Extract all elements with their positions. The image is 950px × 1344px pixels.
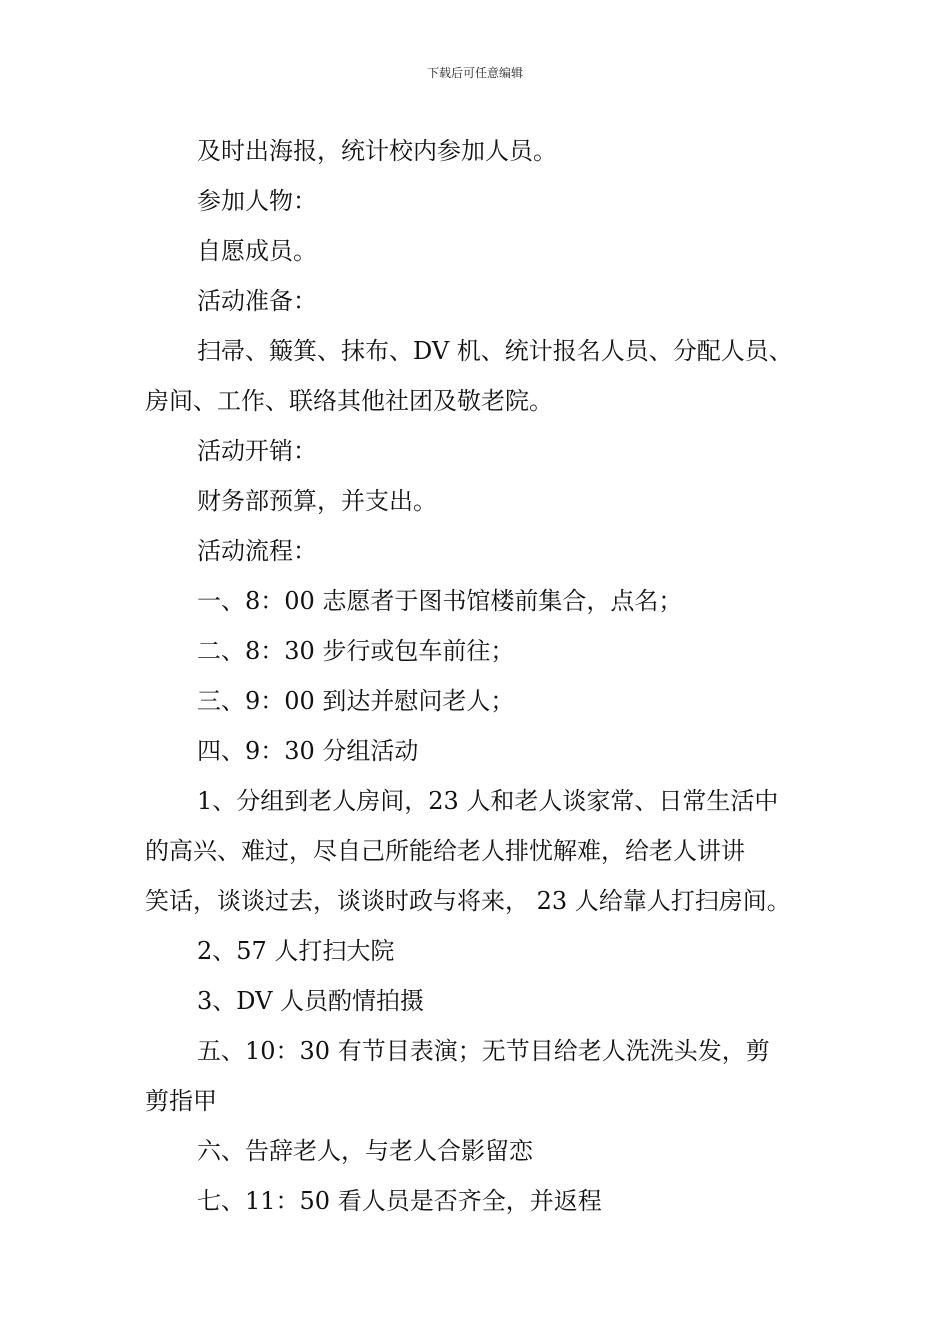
paragraph: 财务部预算，并支出。	[197, 487, 437, 515]
paragraph: 六、告辞老人，与老人合影留恋	[197, 1137, 533, 1165]
paragraph: 活动流程：	[197, 537, 317, 565]
page-header: 下载后可任意编辑	[426, 66, 523, 80]
paragraph: 房间、工作、联络其他社团及敬老院。	[145, 387, 553, 415]
paragraph: 七、11：50 看人员是否齐全，并返程	[197, 1187, 602, 1215]
paragraph: 四、9：30 分组活动	[197, 737, 419, 765]
paragraph: 五、10：30 有节目表演；无节目给老人洗洗头发，剪	[197, 1037, 770, 1065]
paragraph: 的高兴、难过，尽自己所能给老人排忧解难，给老人讲讲	[145, 837, 745, 865]
paragraph: 自愿成员。	[197, 237, 317, 265]
paragraph: 剪指甲	[145, 1087, 217, 1115]
paragraph: 3、DV 人员酌情拍摄	[197, 987, 425, 1015]
paragraph: 笑话，谈谈过去，谈谈时政与将来， 23 人给靠人打扫房间。	[145, 887, 791, 915]
paragraph: 参加人物：	[197, 187, 317, 215]
paragraph: 一、8：00 志愿者于图书馆楼前集合，点名；	[197, 587, 683, 615]
paragraph: 二、8：30 步行或包车前往；	[197, 637, 515, 665]
paragraph: 活动准备：	[197, 287, 317, 315]
paragraph: 活动开销：	[197, 437, 317, 465]
paragraph: 2、57 人打扫大院	[197, 937, 395, 965]
paragraph: 扫帚、簸箕、抹布、DV 机、统计报名人员、分配人员、	[197, 337, 793, 365]
document-body	[145, 126, 815, 1226]
paragraph: 及时出海报，统计校内参加人员。	[197, 137, 557, 165]
paragraph: 三、9：00 到达并慰问老人；	[197, 687, 515, 715]
paragraph: 1、分组到老人房间，23 人和老人谈家常、日常生活中	[197, 787, 779, 815]
